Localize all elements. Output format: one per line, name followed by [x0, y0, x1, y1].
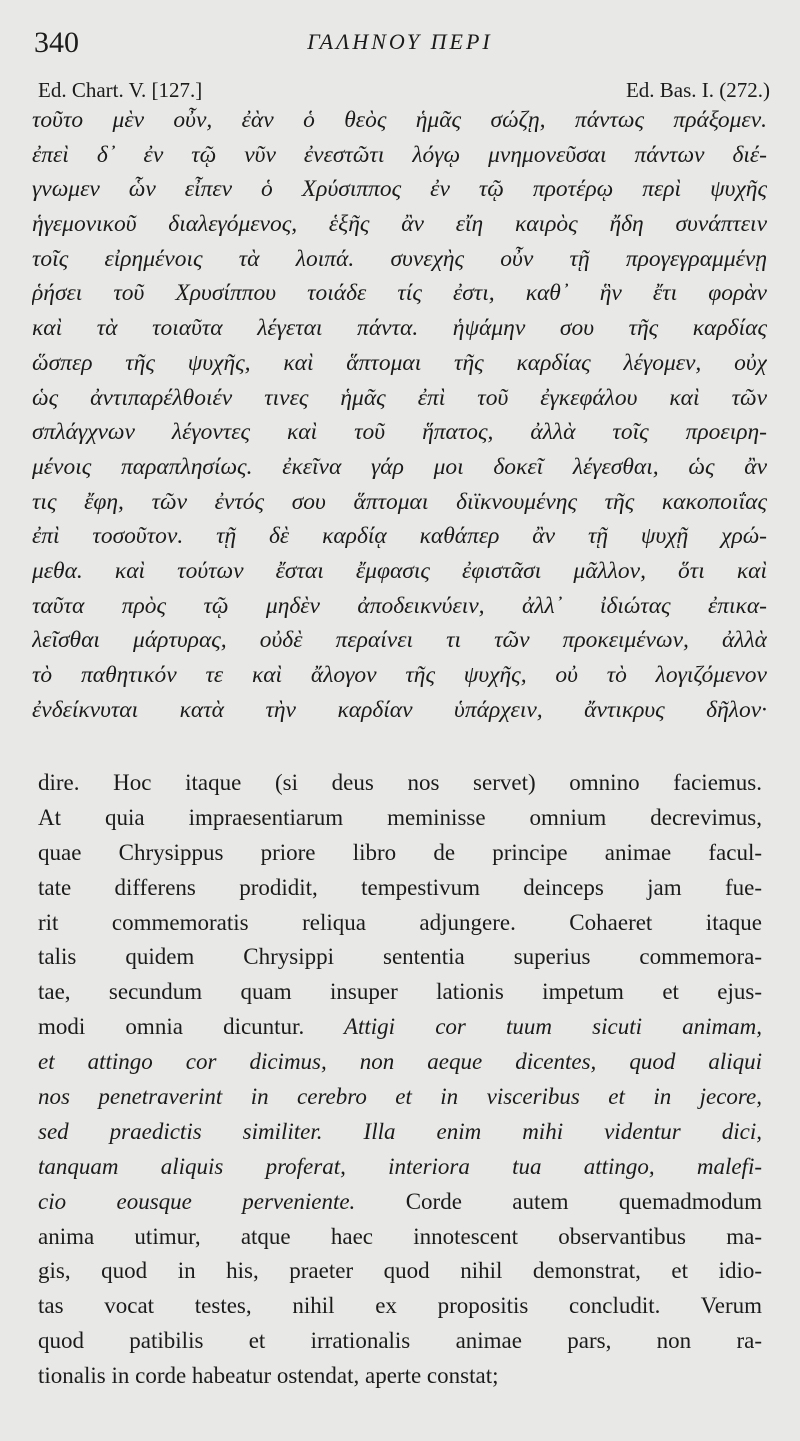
roman-text-segment: tae, secundum quam insuper lationis impetum et ejus- — [38, 979, 762, 1005]
edition-reference-right: Ed. Bas. I. (272.) — [625, 78, 770, 102]
latin-text-line — [38, 975, 762, 1010]
greek-text-line: μένοις παραπλησίως. ἐκεῖνα γάρ μοι δοκεῖ λέγεσθαι, ὡς ἂν — [32, 453, 767, 480]
greek-text-line: τοῖς εἰρημένοις τὰ λοιπά. συνεχὴς οὖν τῇ προγεγραμμένῃ — [32, 245, 767, 272]
italic-quotation-segment: cio eousque perveniente. — [38, 1188, 356, 1214]
latin-text-line — [38, 871, 762, 906]
greek-text-line: ὥσπερ τῆς ψυχῆς, καὶ ἅπτομαι τῆς καρδίας λέγομεν, οὐχ — [32, 349, 767, 376]
latin-text-line — [38, 766, 762, 801]
greek-text-line: λεῖσθαι μάρτυρας, οὐδὲ περαίνει τι τῶν προκειμένων, ἀλλὰ — [32, 627, 767, 654]
greek-text-line: τις ἔφη, τῶν ἐντός σου ἅπτομαι διϊκνουμένης τῆς κακοποιΐας — [32, 488, 767, 515]
roman-text-segment: quod patibilis et irrationalis animae pars, non ra- — [38, 1328, 762, 1354]
page-number: 340 — [34, 26, 79, 59]
latin-text-line — [38, 906, 762, 941]
italic-quotation-segment: nos penetraverint in cerebro et in visceribus et in jecore, — [38, 1084, 762, 1110]
latin-text-line — [38, 1185, 762, 1220]
roman-text-segment: tionalis in corde habeatur ostendat, aperte constat; — [38, 1363, 499, 1389]
greek-text-line: ταῦτα πρὸς τῷ μηδὲν ἀποδεικνύειν, ἀλλ᾽ ἰδιώτας ἐπικα- — [32, 592, 767, 619]
latin-text-line — [38, 1254, 762, 1289]
greek-text-line: γνωμεν ὧν εἶπεν ὁ Χρύσιππος ἐν τῷ προτέρῳ περὶ ψυχῆς — [32, 176, 767, 203]
greek-text-line: ὡς ἀντιπαρέλθοιέν τινες ἡμᾶς ἐπὶ τοῦ ἐγκεφάλου καὶ τῶν — [32, 384, 767, 411]
italic-quotation-segment: sed praedictis similiter. Illa enim mihi videntur dici, — [38, 1118, 762, 1144]
greek-text-line: ἐπὶ τοσοῦτον. τῇ δὲ καρδίᾳ καθάπερ ἂν τῇ ψυχῇ χρώ- — [32, 523, 767, 550]
greek-text-line: ἐπεὶ δ᾽ ἐν τῷ νῦν ἐνεστῶτι λόγῳ μνημονεῦσαι πάντων διέ- — [32, 141, 767, 168]
roman-text-segment: gis, quod in his, praeter quod nihil demonstrat, et idio- — [38, 1258, 762, 1284]
latin-text-line — [38, 836, 762, 871]
greek-text-line: ἡγεμονικοῦ διαλεγόμενος, ἑξῆς ἂν εἴη καιρὸς ἤδη συνάπτειν — [32, 211, 767, 238]
latin-text-line — [38, 1080, 762, 1115]
greek-text-line: ἐνδείκνυται κατὰ τὴν καρδίαν ὑπάρχειν, ἄντικρυς δῆλον· — [32, 696, 767, 723]
roman-text-segment: Corde autem quemadmodum — [405, 1188, 762, 1214]
greek-text-line: τοῦτο μὲν οὖν, ἐὰν ὁ θεὸς ἡμᾶς σώζῃ, πάντως πράξομεν. — [32, 107, 767, 133]
latin-translation-block — [38, 766, 762, 1394]
latin-text-line — [38, 1010, 762, 1045]
roman-text-segment: modi omnia dicuntur. — [38, 1014, 305, 1040]
latin-text-line — [38, 1045, 762, 1080]
italic-quotation-segment: Attigi cor tuum sicuti animam, — [343, 1014, 762, 1040]
running-head: ΓΑΛΗΝΟΥ ΠΕΡΙ — [307, 29, 493, 54]
roman-text-segment: tate differens prodidit, tempestivum deinceps jam fue- — [38, 874, 762, 900]
roman-text-segment: anima utimur, atque haec innotescent observantibus ma- — [38, 1223, 762, 1249]
greek-text-line: σπλάγχνων λέγοντες καὶ τοῦ ἥπατος, ἀλλὰ τοῖς προειρη- — [32, 419, 767, 446]
edition-reference-left: Ed. Chart. V. [127.] — [38, 78, 203, 102]
roman-text-segment: talis quidem Chrysippi sententia superius commemora- — [38, 944, 762, 970]
roman-text-segment: rit commemoratis reliqua adjungere. Cohaeret itaque — [38, 909, 762, 935]
latin-text-line — [38, 1150, 762, 1185]
greek-text-line: καὶ τὰ τοιαῦτα λέγεται πάντα. ἡψάμην σου τῆς καρδίας — [32, 315, 767, 342]
greek-text-line: τὸ παθητικόν τε καὶ ἄλογον τῆς ψυχῆς, οὐ τὸ λογιζόμενον — [32, 662, 767, 688]
roman-text-segment: At quia impraesentiarum meminisse omnium decrevimus, — [38, 804, 762, 830]
greek-text-line: μεθα. καὶ τούτων ἔσται ἔμφασις ἐφιστᾶσι μᾶλλον, ὅτι καὶ — [32, 557, 767, 584]
italic-quotation-segment: tanquam aliquis proferat, interiora tua attingo, malefi- — [38, 1153, 762, 1179]
latin-text-line — [38, 940, 762, 975]
latin-text-line — [38, 1115, 762, 1150]
latin-text-line — [38, 1359, 762, 1394]
roman-text-segment: quae Chrysippus priore libro de principe animae facul- — [38, 839, 762, 865]
roman-text-segment: dire. Hoc itaque (si deus nos servet) omnino faciemus. — [38, 770, 762, 795]
greek-text-block — [32, 103, 767, 727]
latin-text-line — [38, 1324, 762, 1359]
greek-text-line: ῥήσει τοῦ Χρυσίππου τοιάδε τίς ἐστι, καθ᾽ ἣν ἔτι φορὰν — [32, 280, 767, 307]
roman-text-segment: tas vocat testes, nihil ex propositis concludit. Verum — [38, 1293, 762, 1319]
latin-text-line — [38, 1220, 762, 1255]
italic-quotation-segment: et attingo cor dicimus, non aeque dicentes, quod aliqui — [38, 1049, 762, 1075]
latin-text-line — [38, 801, 762, 836]
latin-text-line — [38, 1289, 762, 1324]
